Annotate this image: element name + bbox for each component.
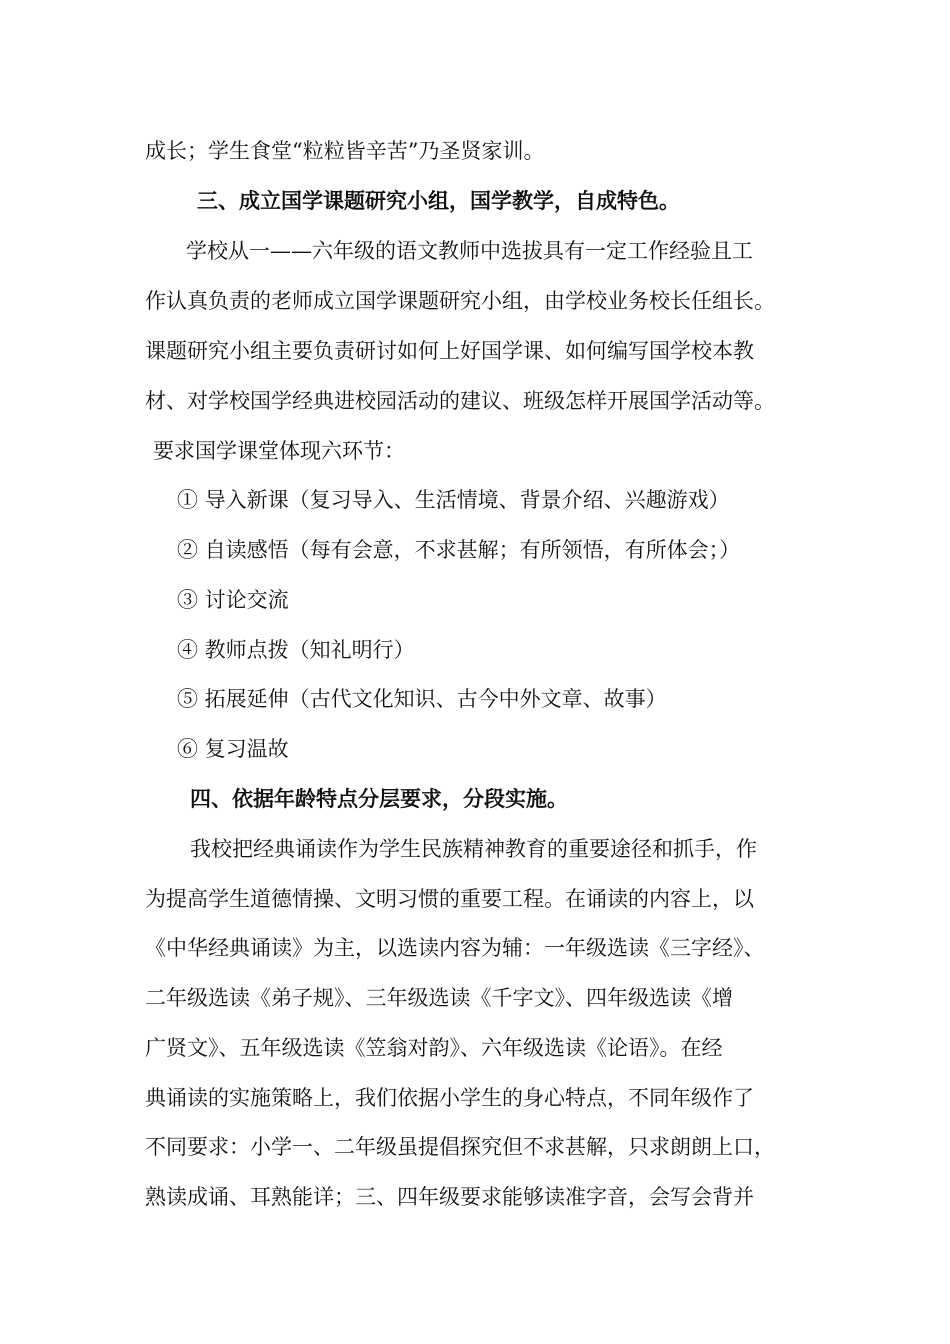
- section-heading-3: 三、成立国学课题研究小组，国学教学，自成特色。: [197, 189, 680, 213]
- list-item: ⑤ 拓展延伸（古代文化知识、古今中外文章、故事）: [177, 687, 667, 711]
- paragraph-line: 熟读成诵、耳熟能详；三、四年级要求能够读准字音，会写会背并: [145, 1185, 754, 1209]
- paragraph-line: 要求国学课堂体现六环节：: [153, 439, 405, 463]
- paragraph-line: 为提高学生道德情操、文明习惯的重要工程。在诵读的内容上，以: [145, 887, 754, 911]
- paragraph-line: 广贤文》、五年级选读《笠翁对韵》、六年级选读《论语》。在经: [145, 1036, 723, 1060]
- paragraph-line: 二年级选读《弟子规》、三年级选读《千字文》、四年级选读《增: [145, 986, 733, 1010]
- paragraph-line: 《中华经典诵读》为主，以选读内容为辅：一年级选读《三字经》、: [145, 936, 765, 960]
- paragraph-line: 学校从一——六年级的语文教师中选拔具有一定工作经验且工: [186, 239, 753, 263]
- paragraph-line: 作认真负责的老师成立国学课题研究小组，由学校业务校长任组长。: [145, 289, 775, 313]
- list-item: ② 自读感悟（每有会意，不求甚解；有所领悟，有所体会；）: [177, 538, 741, 562]
- list-item: ③ 讨论交流: [177, 588, 289, 612]
- list-item: ⑥ 复习温故: [177, 737, 289, 761]
- paragraph-line: 成长；学生食堂“粒粒皆辛苦”乃圣贤家训。: [145, 139, 545, 163]
- paragraph-line: 不同要求：小学一、二年级虽提倡探究但不求甚解，只求朗朗上口，: [145, 1135, 775, 1159]
- paragraph-line: 典诵读的实施策略上，我们依据小学生的身心特点，不同年级作了: [145, 1086, 754, 1110]
- paragraph-line: 材、对学校国学经典进校园活动的建议、班级怎样开展国学活动等。: [145, 389, 775, 413]
- list-item: ① 导入新课（复习导入、生活情境、背景介绍、兴趣游戏）: [177, 488, 730, 512]
- list-item: ④ 教师点拨（知礼明行）: [177, 638, 415, 662]
- section-heading-4: 四、依据年龄特点分层要求，分段实施。: [190, 787, 568, 811]
- paragraph-line: 课题研究小组主要负责研讨如何上好国学课、如何编写国学校本教: [145, 339, 754, 363]
- paragraph-line: 我校把经典诵读作为学生民族精神教育的重要途径和抓手，作: [190, 837, 757, 861]
